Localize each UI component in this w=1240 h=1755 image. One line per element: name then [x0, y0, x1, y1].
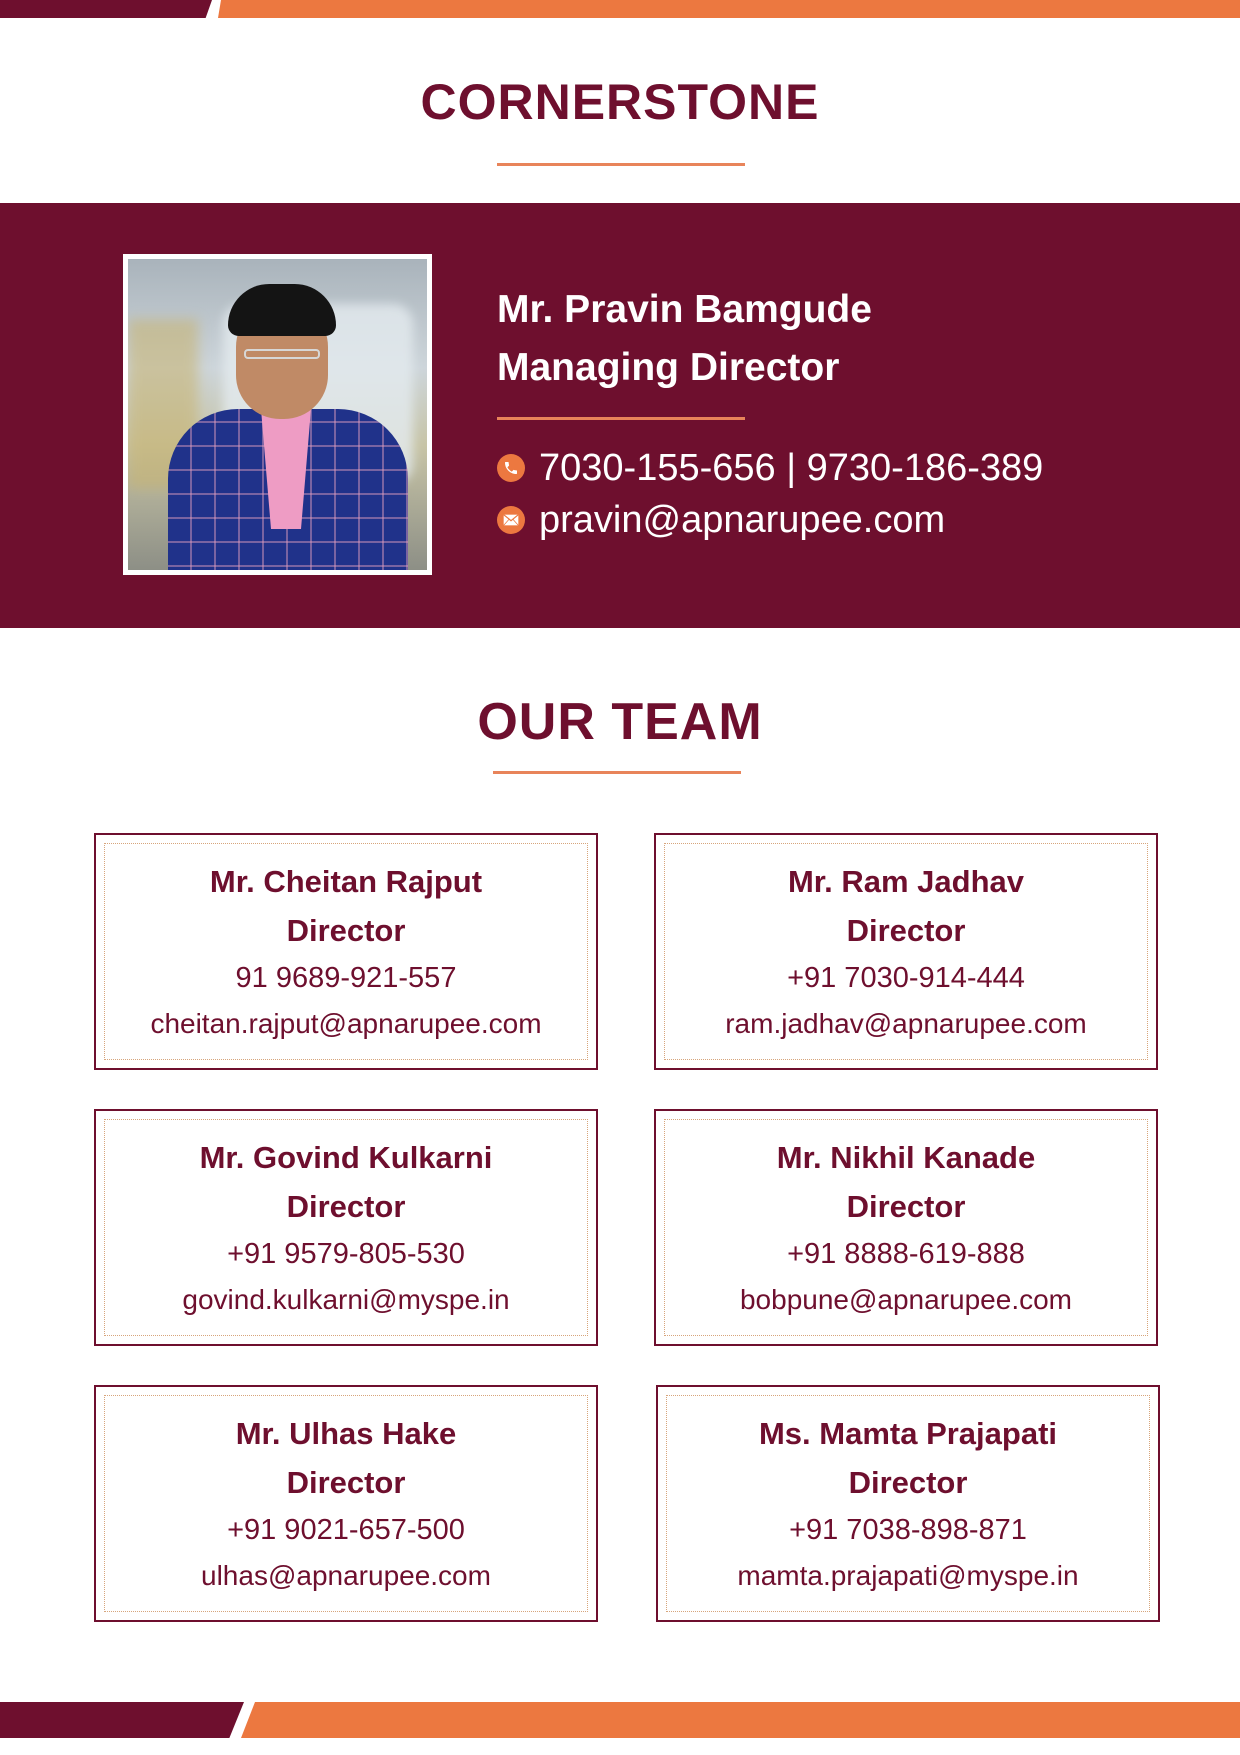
member-name: Mr. Cheitan Rajput	[209, 863, 483, 899]
team-card	[654, 1109, 1158, 1346]
team-title-divider	[493, 771, 741, 774]
team-card-inner	[104, 1395, 588, 1612]
team-section-title: OUR TEAM	[477, 693, 763, 751]
top-accent-maroon	[0, 0, 212, 18]
member-email[interactable]: cheitan.rajput@apnarupee.com	[150, 1007, 542, 1039]
member-role: Director	[846, 912, 966, 948]
member-role: Director	[286, 1464, 406, 1500]
featured-name: Mr. Pravin Bamgude	[497, 288, 872, 331]
bottom-accent-bar	[0, 1702, 1240, 1738]
photo-hair	[228, 284, 336, 336]
envelope-icon	[497, 506, 525, 534]
featured-divider	[497, 417, 745, 420]
phone-icon	[497, 454, 525, 482]
member-email[interactable]: ulhas@apnarupee.com	[201, 1559, 491, 1591]
member-phone[interactable]: +91 9579-805-530	[227, 1237, 465, 1270]
member-name: Mr. Ulhas Hake	[235, 1415, 457, 1451]
member-phone[interactable]: 91 9689-921-557	[235, 961, 457, 994]
featured-email-row	[497, 494, 1043, 546]
top-accent-orange	[218, 0, 1240, 18]
member-email[interactable]: bobpune@apnarupee.com	[739, 1283, 1072, 1315]
team-card-inner	[664, 843, 1148, 1060]
member-email[interactable]: mamta.prajapati@myspe.in	[737, 1559, 1079, 1591]
photo-glasses	[244, 349, 320, 359]
member-name: Mr. Govind Kulkarni	[199, 1139, 493, 1175]
member-email[interactable]: ram.jadhav@apnarupee.com	[725, 1007, 1087, 1039]
team-card-inner	[104, 843, 588, 1060]
member-role: Director	[286, 912, 406, 948]
member-role: Director	[846, 1188, 966, 1224]
top-accent-bar	[0, 0, 1240, 18]
member-phone[interactable]: +91 9021-657-500	[227, 1513, 465, 1546]
featured-phone-row	[497, 442, 1043, 494]
member-name: Mr. Ram Jadhav	[787, 863, 1025, 899]
featured-email[interactable]: pravin@apnarupee.com	[539, 498, 946, 541]
featured-info	[497, 281, 1043, 546]
team-card-inner	[104, 1119, 588, 1336]
profile-photo	[128, 259, 427, 570]
team-card-inner	[664, 1119, 1148, 1336]
title-divider	[497, 163, 745, 166]
member-phone[interactable]: +91 7038-898-871	[789, 1513, 1027, 1546]
member-name: Ms. Mamta Prajapati	[758, 1415, 1058, 1451]
team-card	[94, 1385, 598, 1622]
bottom-accent-maroon	[0, 1702, 244, 1738]
member-role: Director	[848, 1464, 968, 1500]
team-card	[654, 833, 1158, 1070]
page-title: CORNERSTONE	[420, 74, 820, 130]
featured-phone[interactable]: 7030-155-656 | 9730-186-389	[539, 446, 1044, 489]
team-card	[94, 1109, 598, 1346]
team-card	[94, 833, 598, 1070]
featured-profile	[0, 203, 1240, 628]
bottom-accent-orange	[241, 1702, 1240, 1738]
team-card-inner	[666, 1395, 1150, 1612]
member-role: Director	[286, 1188, 406, 1224]
member-phone[interactable]: +91 8888-619-888	[787, 1237, 1025, 1270]
profile-photo-frame	[123, 254, 432, 575]
member-email[interactable]: govind.kulkarni@myspe.in	[182, 1283, 510, 1315]
featured-role: Managing Director	[497, 346, 840, 389]
member-phone[interactable]: +91 7030-914-444	[787, 961, 1025, 994]
member-name: Mr. Nikhil Kanade	[776, 1139, 1036, 1175]
team-card	[656, 1385, 1160, 1622]
